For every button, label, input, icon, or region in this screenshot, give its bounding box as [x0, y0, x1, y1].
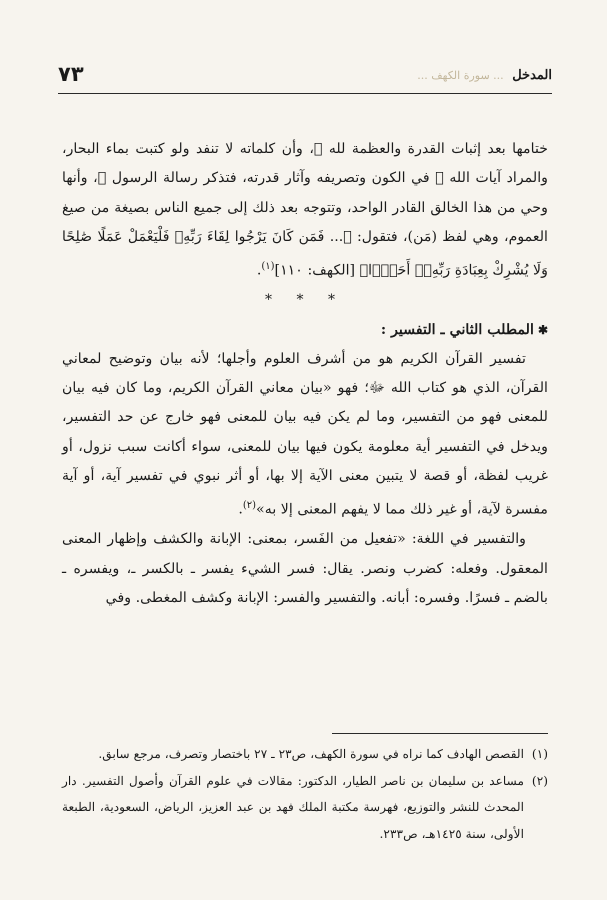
footnote-number: (٢) — [531, 773, 548, 788]
footnote-ref-2: (٢) — [242, 500, 257, 512]
section-separator: * * * — [265, 292, 345, 309]
paragraph-3: والتفسير في اللغة: «تفعيل من الفَسر، بمعنى: الإبانة والكشف وإظهار المعنى المعقول. وفعله: كضرب ونصر. يقال: فسر الشيء يفسر ـ بالكسر ـ، ويفسره ـ بالضم ـ فسرًا. وفسره: أبانه. والتفسير والفسر: الإبانة وكشف المغطى. وفي — [62, 531, 548, 606]
main-text — [62, 135, 548, 613]
footnote-text: مساعد بن سليمان بن ناصر الطيار، الدكتور: مقالات في علوم القرآن وأصول التفسير. دار المحدث للنشر والتوزيع، فهرسة مكتبة الملك فهد بن عبد العزيز، الرياض، السعودية، الطبعة الأولى، سنة ١٤٢٥هـ، ص٢٣٣. — [62, 773, 524, 841]
section-heading — [62, 316, 548, 345]
footnotes — [62, 741, 548, 847]
section-heading-text: المطلب الثاني ـ التفسير : — [380, 321, 534, 338]
paragraph-1-text: ختامها بعد إثبات القدرة والعظمة لله ﷻ، وأن كلماته لا تنفد ولو كتبت بماء البحار، والمراد آيات الله ﷻ في الكون وتصريفه وآثار قدرته، فتذكر رسالة الرسول ﷺ، وأنها وحي من هذا الخالق القادر الواحد، وتتوجه بعد ذلك إلى جميع الناس بصيغة من صيغ العموم، وهي لفظ (مَن)، فتقول: ﴿... فَمَن كَانَ يَرْجُوا لِقَاءَ رَبِّهِۦ فَلْيَعْمَلْ عَمَلًا صَٰلِحًا وَلَا يُشْرِكْ بِعِبَادَةِ رَبِّهِۦٓ أَحَدًۢا﴾ [الكهف: ١١٠] — [62, 141, 548, 279]
header-rule — [58, 93, 552, 94]
paragraph-2-text: تفسير القرآن الكريم هو من أشرف العلوم وأجلها؛ لأنه بيان وتوضيح لمعاني القرآن، الذي هو كتاب الله ﷻ؛ فهو «بيان معاني القرآن الكريم، وما كان فيه بيان للمعنى فهو من التفسير، وما لم يكن فيه بيان للمعنى فهو خارج عن حد التفسير، ويدخل في التفسير أية معلومة يكون فيها بيان للمعنى، سواء أكانت سبب نزول، أو غريب لفظة، أو قصة لا يتبين معنى الآية إلا بها، أو أثر نبوي في تفسير آية، أو آية مفسرة لآية، أو غير ذلك مما لا يفهم المعنى إلا به» — [62, 350, 548, 519]
asterisk-icon: ✱ — [537, 322, 548, 337]
footnote-item — [62, 741, 548, 768]
footnote-divider — [332, 733, 548, 734]
running-title — [417, 68, 552, 83]
paragraph-1: ختامها بعد إثبات القدرة والعظمة لله ﷻ، وأن كلماته لا تنفد ولو كتبت بماء البحار، والمراد آيات الله ﷻ في الكون وتصريفه وآثار قدرته، فتذكر رسالة الرسول ﷺ، وأنها وحي من هذا الخالق القادر الواحد، وتتوجه بعد ذلك إلى جميع الناس بصيغة من صيغ العموم، وهي لفظ (مَن)، فتقول: ﴿... فَمَن كَانَ يَرْجُوا لِقَاءَ رَبِّهِۦ فَلْيَعْمَلْ عَمَلًا صَٰلِحًا وَلَا يُشْرِكْ بِعِبَادَةِ رَبِّهِۦٓ أَحَدًۢا﴾ [الكهف: ١١٠]$^{(١)}$. — [62, 141, 548, 279]
footnote-item — [62, 768, 548, 848]
footnote-number: (١) — [531, 747, 548, 761]
page-number: ٧٣ — [58, 62, 84, 86]
running-title-sub: ... سورة الكهف ... — [417, 69, 504, 82]
running-title-main: المدخل — [512, 68, 552, 83]
footnote-ref-1: (١) — [261, 261, 275, 273]
page-header — [58, 60, 552, 90]
footnote-text: القصص الهادف كما نراه في سورة الكهف، ص٢٣ ـ ٢٧ باختصار وتصرف، مرجع سابق. — [98, 747, 524, 761]
paragraph-2: تفسير القرآن الكريم هو من أشرف العلوم وأجلها؛ لأنه بيان وتوضيح لمعاني القرآن، الذي هو كتاب الله ﷻ؛ فهو «بيان معاني القرآن الكريم، وما كان فيه بيان للمعنى فهو من التفسير، وما لم يكن فيه بيان للمعنى فهو خارج عن حد التفسير، ويدخل في التفسير أية معلومة يكون فيها بيان للمعنى، سواء أكانت سبب نزول، أو غريب لفظة، أو قصة لا يتبين معنى الآية إلا بها، أو أثر نبوي في تفسير آية، أو آية مفسرة لآية، أو غير ذلك مما لا يفهم المعنى إلا به»$^{(٢)}$. — [62, 350, 548, 519]
